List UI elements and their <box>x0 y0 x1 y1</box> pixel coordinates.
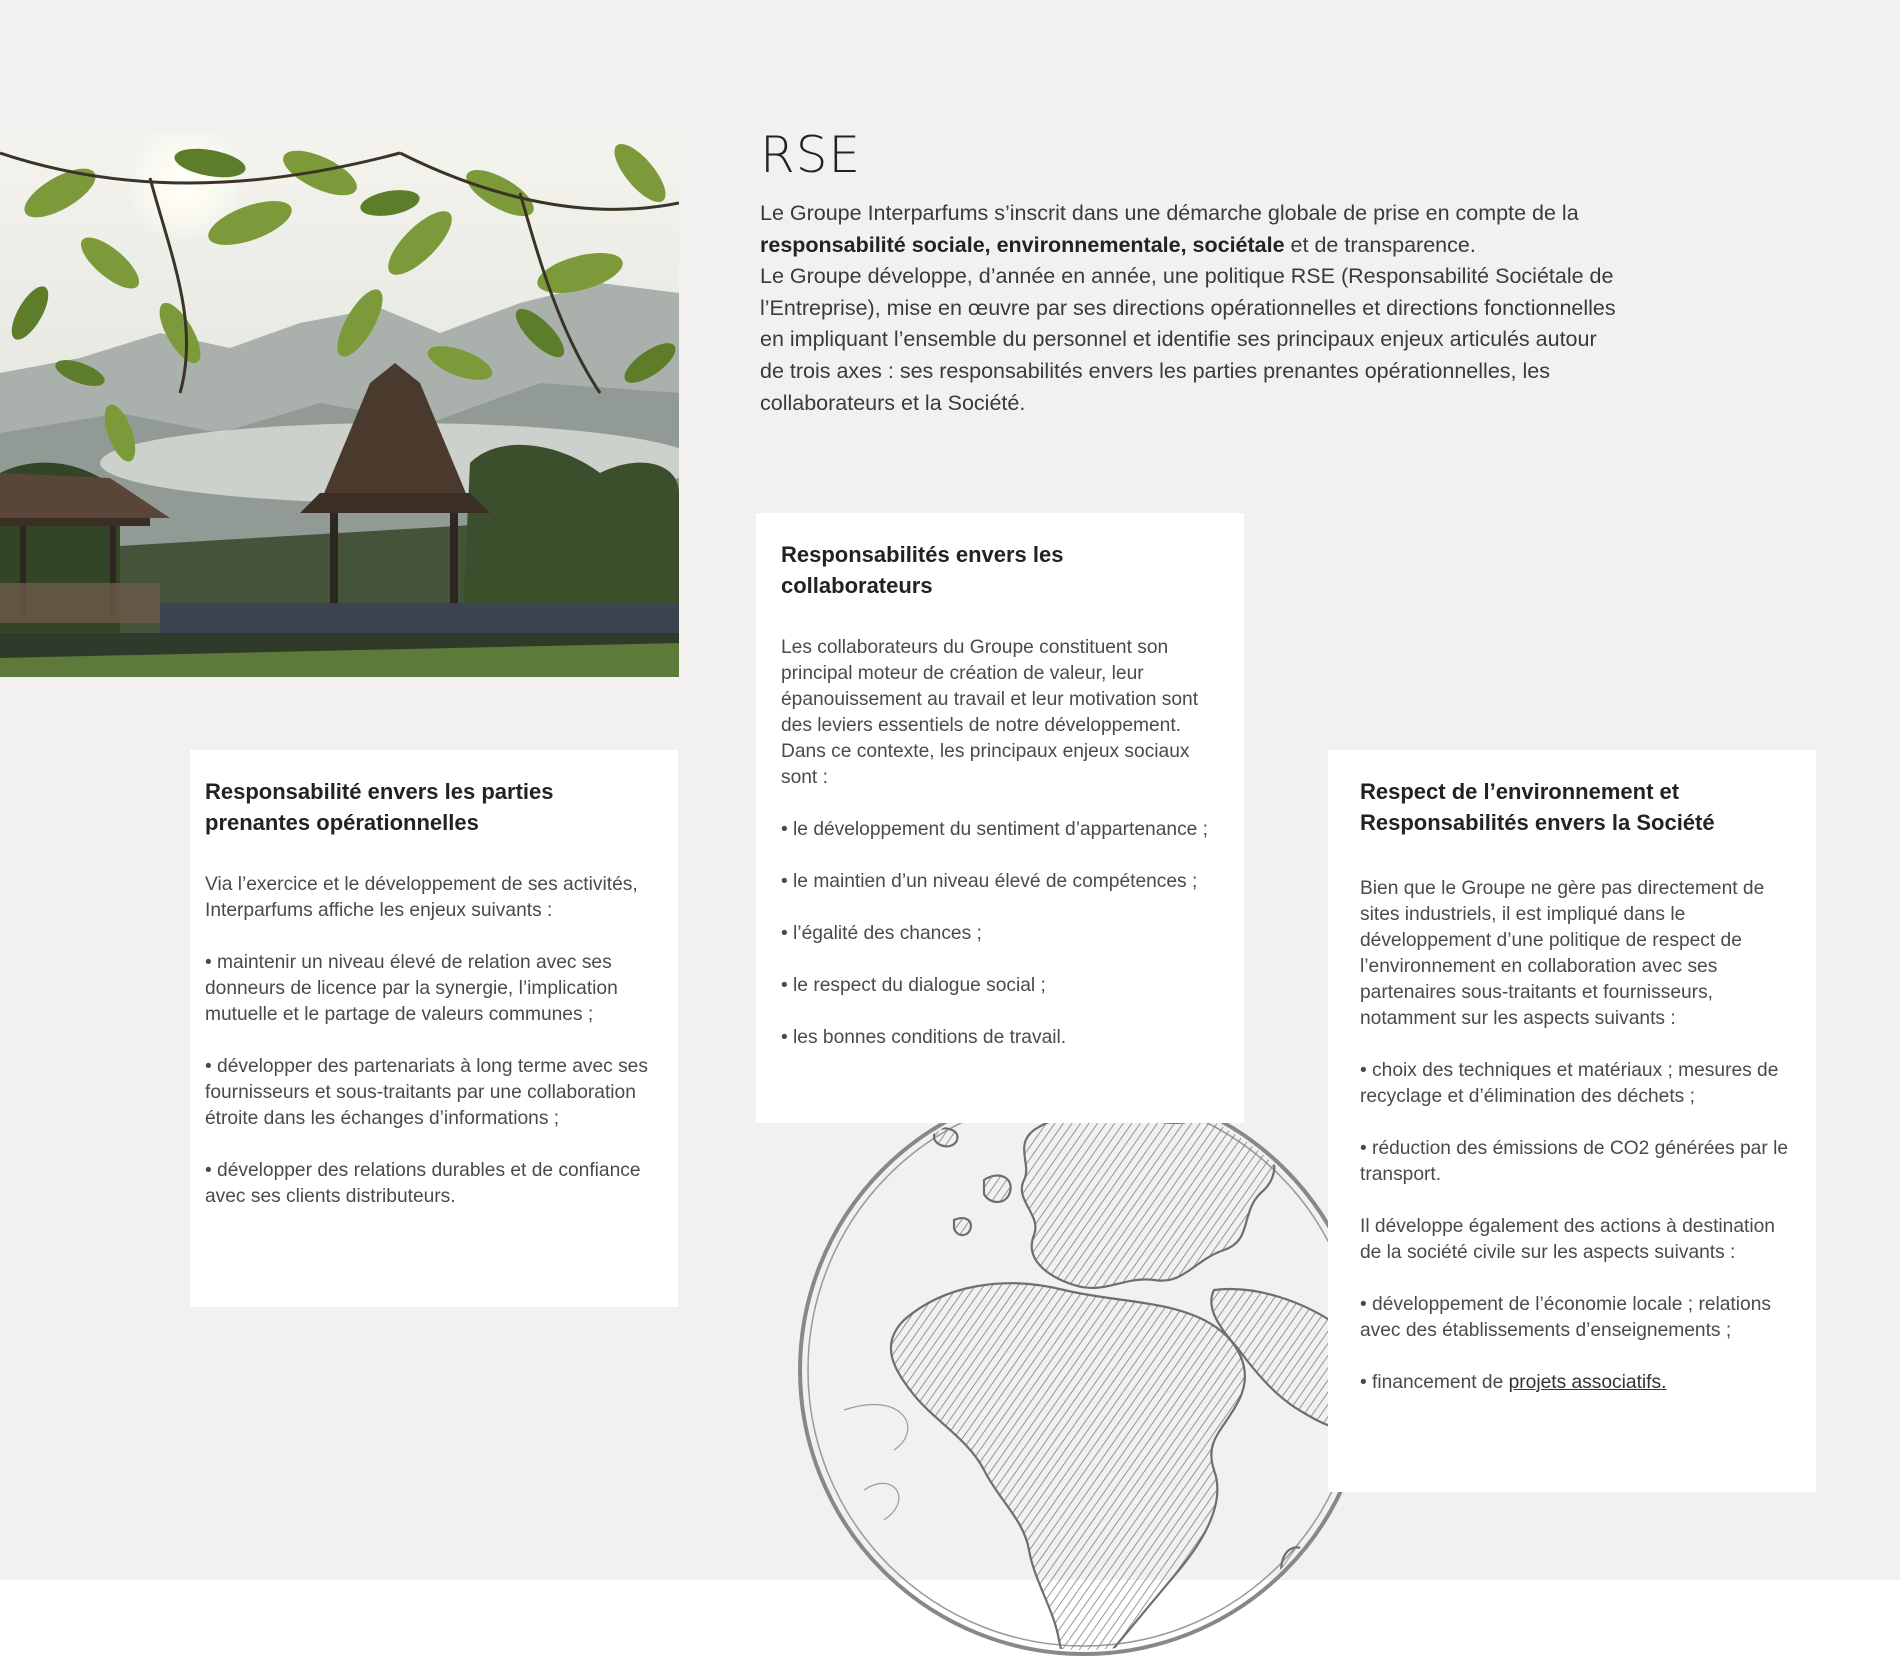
card-body <box>205 872 648 1210</box>
card-bullet: • développer des relations durables et de confiance avec ses clients distributeurs. <box>205 1160 641 1207</box>
card-paragraph: Via l’exercice et le développement de ses activités, Interparfums affiche les enjeux suivants : <box>205 874 638 921</box>
card-body <box>781 635 1214 1051</box>
card-environnement <box>1328 750 1816 1492</box>
intro-text <box>760 198 1620 419</box>
intro-emphasis: responsabilité sociale, environnementale, sociétale <box>760 232 1285 257</box>
intro-text-part: et de transparence. <box>1284 232 1476 257</box>
card-bullet-financement <box>1360 1370 1792 1396</box>
intro-paragraph-2: Le Groupe développe, d’année en année, une politique RSE (Responsabilité Sociétale de l’Entreprise), mise en œuvre par ses directions opérationnelles et directions fonctionnelles en impliquant l’ensemble du personnel et identifie ses principaux enjeux articulés autour de trois axes : ses responsabilités envers les parties prenantes opérationnelles, les collaborateurs et la Société. <box>760 264 1616 415</box>
card-bullet: • le respect du dialogue social ; <box>781 975 1046 996</box>
card-bullet: • les bonnes conditions de travail. <box>781 1027 1067 1048</box>
card-paragraph: Les collaborateurs du Groupe constituent son principal moteur de création de valeur, leur épanouissement au travail et leur motivation sont des leviers essentiels de notre développement. Dans ce contexte, les principaux enjeux sociaux sont : <box>781 637 1199 788</box>
card-bullet: • le développement du sentiment d’appartenance ; <box>781 819 1208 840</box>
projets-associatifs-link[interactable]: projets associatifs. <box>1508 1372 1667 1393</box>
card-title: Responsabilité envers les parties prenantes opérationnelles <box>205 779 554 835</box>
card-title: Responsabilités envers les collaborateurs <box>781 542 1064 598</box>
card-bullet: • maintenir un niveau élevé de relation avec ses donneurs de licence par la synergie, l’implication mutuelle et le partage de valeurs communes ; <box>205 952 618 1025</box>
page-title: RSE <box>760 126 862 184</box>
card-bullet: • réduction des émissions de CO2 générées par le transport. <box>1360 1138 1789 1185</box>
hero-photo <box>0 133 679 677</box>
intro-text-part: Le Groupe Interparfums s’inscrit dans une démarche globale de prise en compte de la <box>760 201 1579 225</box>
card-bullet: • l’égalité des chances ; <box>781 923 982 944</box>
card-bullet: • le maintien d’un niveau élevé de compétences ; <box>781 871 1198 892</box>
globe-illustration <box>784 1070 1384 1661</box>
card-paragraph: Bien que le Groupe ne gère pas directement de sites industriels, il est impliqué dans le développement d’une politique de respect de l’environnement en collaboration avec ses partenaires sous-traitants et fournisseurs, notamment sur les aspects suivants : <box>1360 878 1765 1029</box>
card-bullet-prefix: • financement de <box>1360 1372 1509 1393</box>
card-bullet: • développement de l’économie locale ; relations avec des établissements d’enseignements ; <box>1360 1294 1771 1341</box>
card-title: Respect de l’environnement et Responsabilités envers la Société <box>1360 779 1715 835</box>
card-collaborateurs <box>756 513 1244 1123</box>
card-bullet: • choix des techniques et matériaux ; mesures de recyclage et d’élimination des déchets ; <box>1360 1060 1779 1107</box>
card-paragraph: Il développe également des actions à destination de la société civile sur les aspects suivants : <box>1360 1216 1775 1263</box>
card-parties-prenantes <box>190 750 678 1307</box>
card-bullet: • développer des partenariats à long terme avec ses fournisseurs et sous-traitants par une collaboration étroite dans les échanges d’informations ; <box>205 1056 648 1129</box>
card-body <box>1360 876 1792 1396</box>
landscape-illustration <box>0 133 679 677</box>
intro-paragraph-1 <box>760 198 1620 261</box>
